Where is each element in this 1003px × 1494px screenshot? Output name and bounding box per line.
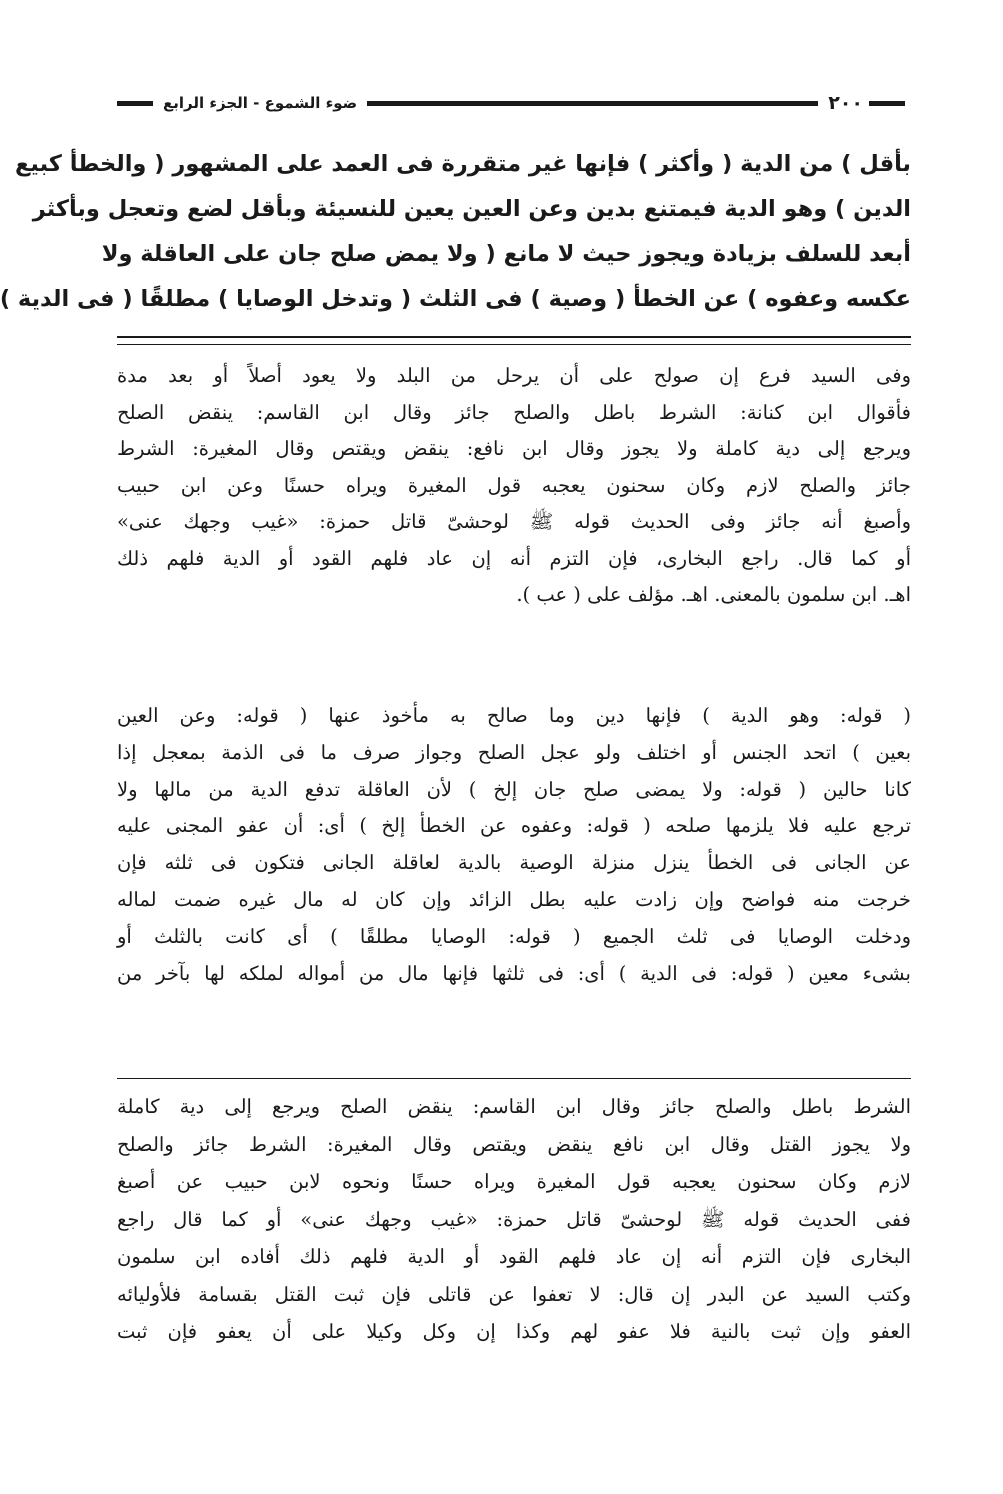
commentary-text-line: ( قوله: وهو الدية ) فإنها دين وما صالح به مأخوذ عنها ( قوله: وعن العين [117, 704, 911, 727]
header-dash [117, 101, 153, 106]
note-text-line: ويرجع إلى دية كاملة ولا يجوز وقال ابن نافع: ينقض ويقتص وقال المغيرة: الشرط [117, 437, 911, 460]
page-number: ٢٠٠ [828, 92, 863, 114]
note-text-line: اهـ. ابن سلمون بالمعنى. اهـ. مؤلف على ( عب ). [516, 583, 911, 606]
main-text-line: بأقل ) من الدية ( وأكثر ) فإنها غير متقررة فى العمد على المشهور ( والخطأ كبيع [15, 151, 911, 177]
header-rule [367, 101, 818, 106]
main-text-line: عكسه وعفوه ) عن الخطأ ( وصية ) فى الثلث ( وتدخل الوصايا ) مطلقًا ( فى الدية ) [0, 286, 911, 312]
commentary-text-line: بعين ) اتحد الجنس أو اختلف ولو عجل الصلح وجواز صرف ما فى الذمة بمعجل إذا [117, 740, 911, 764]
commentary-text [117, 698, 911, 992]
footnote-text-line: ففى الحديث قوله ﷺ لوحشىّ قاتل حمزة: «غيب وجهك عنى» أو كما قال راجع [117, 1207, 911, 1231]
running-header [117, 88, 911, 118]
header-dash [869, 101, 905, 106]
commentary-text-line: خرجت منه فواضح وإن زادت عليه بطل الزائد وإن كان له مال غيره ضمت لماله [117, 887, 911, 911]
commentary-text-line: بشىء معين ( قوله: فى الدية ) أى: فى ثلثها فإنها مال من أمواله لملكه لها بآخر من [117, 961, 911, 985]
commentary-text-line: عن الجانى فى الخطأ ينزل منزلة الوصية بالدية لعاقلة الجانى فتكون فى ثلثه فإن [117, 851, 911, 875]
footnote-text-line: ولا يجوز القتل وقال ابن نافع ينقض ويقتص وقال المغيرة: الشرط جائز والصلح [117, 1132, 911, 1156]
main-text [0, 142, 911, 322]
note-text-line: وفى السيد فرع إن صولح على أن يرحل من البلد ولا يعود أصلاً أو بعد مدة [117, 364, 911, 387]
footnote-separator [117, 1078, 911, 1079]
note-text-line: جائز والصلح لازم وكان سحنون يعجبه قول المغيرة ويراه حسنًا وعن ابن حبيب [117, 473, 911, 497]
footnote-text-line: وكتب السيد عن البدر إن قال: لا تعفوا عن قاتلى فإن ثبت القتل بقسامة فلأوليائه [117, 1282, 911, 1306]
double-separator [117, 336, 911, 345]
commentary-text-line: ترجع عليه فلا يلزمها صلحه ( قوله: وعفوه عن الخطأ إلخ ) أى: أن عفو المجنى عليه [117, 814, 911, 838]
note-text-line: وأصبغ أنه جائز وفى الحديث قوله ﷺ لوحشىّ قاتل حمزة: «غيب وجهك عنى» [117, 510, 911, 533]
note-text-line: أو كما قال. راجع البخارى، فإن التزم أنه إن عاد فلهم القود أو الدية فلهم ذلك [117, 546, 911, 570]
footnote-text-line: الشرط باطل والصلح جائز وقال ابن القاسم: ينقض الصلح ويرجع إلى دية كاملة [117, 1095, 911, 1118]
note-text-line: فأقوال ابن كنانة: الشرط باطل والصلح جائز وقال ابن القاسم: ينقض الصلح [117, 400, 911, 424]
footnote-text-line: البخارى فإن التزم أنه إن عاد فلهم القود أو الدية فلهم ذلك أفاده ابن سلمون [117, 1245, 911, 1268]
note-text [117, 358, 911, 614]
commentary-text-line: كانا حالين ( قوله: ولا يمضى صلح جان إلخ ) لأن العاقلة تدفع الدية من مالها ولا [117, 777, 911, 801]
footnote-text [117, 1088, 911, 1351]
running-title: ضوء الشموع - الجزء الرابع [163, 94, 358, 112]
footnote-text-line: العفو وإن ثبت بالنية فلا عفو لهم وكذا إن وكل وكيلا على أن يعفو فإن ثبت [117, 1320, 911, 1343]
main-text-line: الدين ) وهو الدية فيمتنع بدين وعن العين يعين للنسيئة وبأقل لضع وتعجل وبأكثر [32, 196, 911, 222]
commentary-text-line: ودخلت الوصايا فى ثلث الجميع ( قوله: الوصايا مطلقًا ) أى كانت بالثلث أو [117, 924, 911, 948]
main-text-line: أبعد للسلف بزيادة ويجوز حيث لا مانع ( ولا يمض صلح جان على العاقلة ولا [101, 241, 911, 267]
footnote-text-line: لازم وكان سحنون يعجبه قول المغيرة ويراه حسنًا ونحوه لابن حبيب عن أصبغ [117, 1170, 911, 1193]
